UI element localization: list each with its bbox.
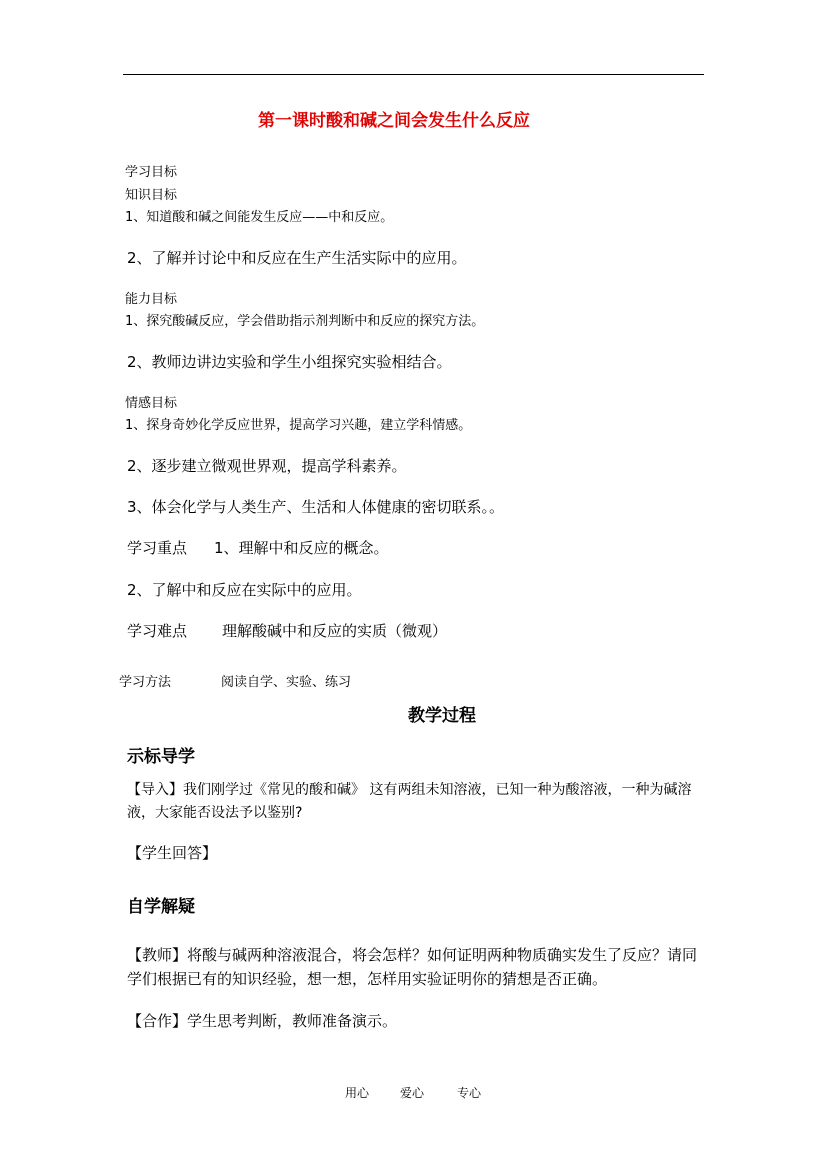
difficulty-label: 学习难点	[127, 622, 188, 640]
selfstudy-heading: 自学解疑	[127, 897, 195, 917]
footer-item-1: 用心	[345, 1086, 370, 1100]
footer-item-2: 爱心	[400, 1086, 425, 1100]
guide-answer: 【学生回答】	[127, 844, 218, 862]
objectives-heading: 学习目标	[125, 165, 178, 180]
focus-label: 学习重点	[127, 539, 188, 557]
emotion-item-3: 3、体会化学与人类生产、生活和人体健康的密切联系。。	[127, 498, 505, 516]
method-text: 阅读自学、实验、练习	[221, 675, 352, 690]
knowledge-item-1: 1、知道酸和碱之间能发生反应——中和反应。	[125, 210, 394, 225]
selfstudy-coop: 【合作】学生思考判断，教师准备演示。	[127, 1012, 398, 1030]
selfstudy-teacher: 【教师】将酸与碱两种溶液混合，将会怎样？如何证明两种物质确实发生了反应？请同学们根据已有的知识经验，想一想，怎样用实验证明你的猜想是否正确。	[127, 946, 698, 988]
difficulty-text: 理解酸碱中和反应的实质（微观）	[222, 622, 448, 640]
focus-item-1: 1、理解中和反应的概念。	[214, 539, 389, 557]
ability-item-1: 1、探究酸碱反应，学会借助指示剂判断中和反应的探究方法。	[125, 314, 485, 329]
ability-heading: 能力目标	[125, 292, 178, 307]
emotion-heading: 情感目标	[125, 396, 178, 411]
guide-intro: 【导入】我们刚学过《常见的酸和碱》 这有两组未知溶液，已知一种为酸溶液，一种为碱溶液，大家能否设法予以鉴别?	[127, 782, 692, 821]
emotion-item-2: 2、逐步建立微观世界观，提高学科素养。	[127, 457, 407, 475]
footer-item-3: 专心	[457, 1086, 482, 1100]
knowledge-heading: 知识目标	[125, 188, 178, 203]
knowledge-item-2: 2、了解并讨论中和反应在生产生活实际中的应用。	[127, 249, 467, 267]
ability-item-2: 2、教师边讲边实验和学生小组探究实验相结合。	[127, 353, 452, 371]
header-rule	[123, 74, 704, 75]
page-title: 第一课时酸和碱之间会发生什么反应	[258, 111, 530, 131]
process-heading: 教学过程	[408, 706, 476, 726]
focus-item-2: 2、了解中和反应在实际中的应用。	[127, 581, 362, 599]
guide-heading: 示标导学	[127, 747, 195, 767]
method-label: 学习方法	[119, 675, 172, 690]
emotion-item-1: 1、探身奇妙化学反应世界，提高学习兴趣，建立学科情感。	[125, 418, 472, 433]
